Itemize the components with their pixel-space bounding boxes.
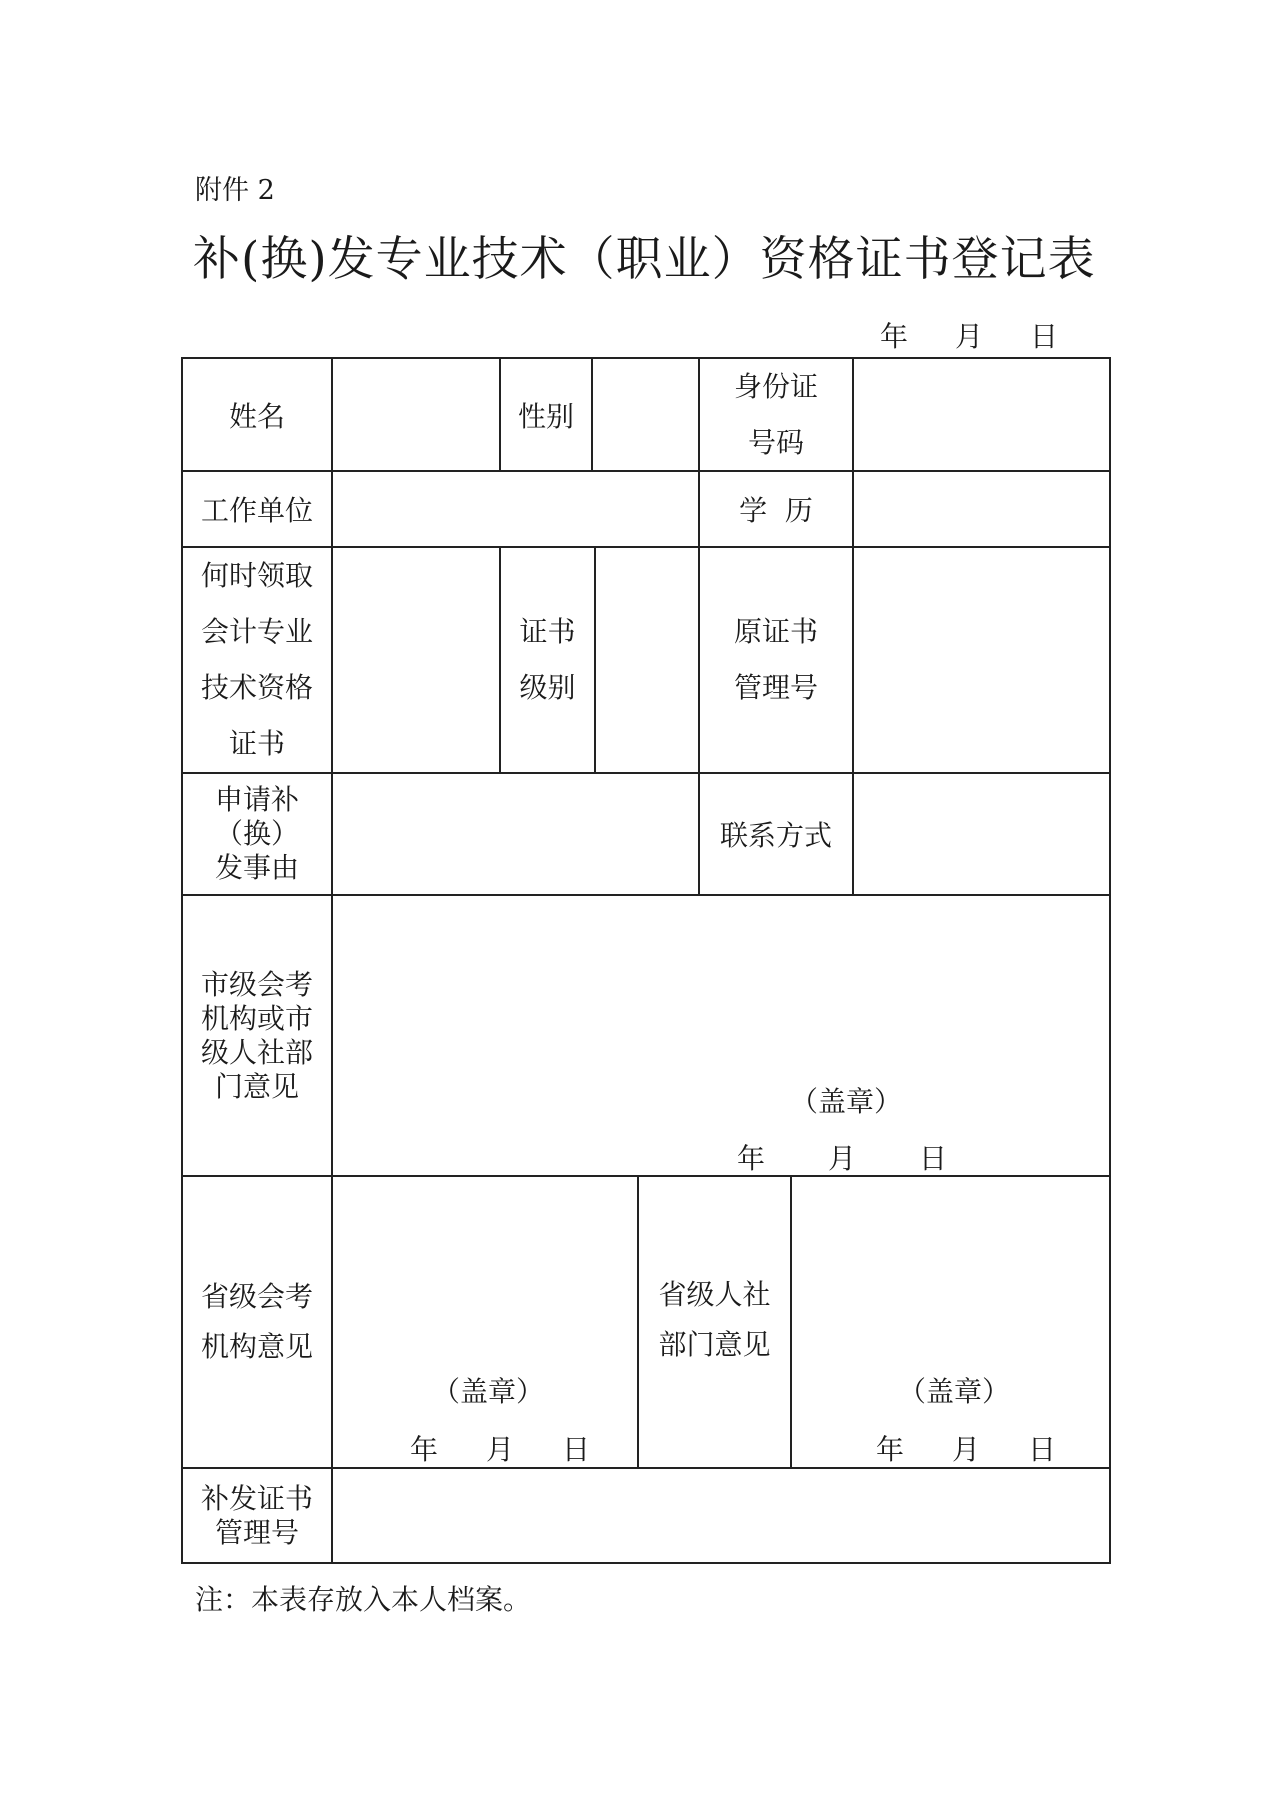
- id-number-label: 身份证 号码: [733, 369, 818, 459]
- province-exam-date-day: 日: [562, 1433, 591, 1466]
- contact-field[interactable]: [854, 774, 1109, 894]
- name-label: 姓名: [228, 399, 285, 433]
- province-exam-label: 省级会考 机构意见: [200, 1280, 313, 1363]
- gender-label: 性别: [517, 399, 574, 433]
- gender-field[interactable]: [593, 359, 698, 470]
- id-number-field[interactable]: [854, 359, 1109, 470]
- education-label: 学 历: [739, 494, 813, 527]
- province-exam-date-year: 年: [410, 1433, 439, 1466]
- reason-field[interactable]: [333, 774, 698, 894]
- city-date-month: 月: [828, 1142, 857, 1175]
- orig-cert-no-field[interactable]: [854, 548, 1109, 772]
- city-opinion-field[interactable]: [333, 896, 1109, 1175]
- orig-cert-no-label: 原证书 管理号: [733, 615, 818, 704]
- top-date-year: 年: [880, 320, 909, 353]
- province-exam-seal: （盖章）: [432, 1375, 545, 1408]
- city-date-year: 年: [737, 1142, 766, 1175]
- footer-note: 注：本表存放入本人档案。: [195, 1583, 532, 1616]
- cert-level-field[interactable]: [596, 548, 698, 772]
- attachment-label: 附件 2: [195, 175, 275, 206]
- when-received-label: 何时领取 会计专业 技术资格 证书: [200, 559, 313, 760]
- province-hr-date-month: 月: [952, 1433, 981, 1466]
- top-date-day: 日: [1030, 320, 1059, 353]
- work-unit-label: 工作单位: [200, 494, 313, 527]
- when-received-field[interactable]: [333, 548, 499, 772]
- province-exam-date-month: 月: [486, 1433, 515, 1466]
- province-hr-field[interactable]: [792, 1177, 1109, 1467]
- province-hr-label: 省级人社 部门意见: [658, 1278, 771, 1361]
- education-field[interactable]: [854, 472, 1109, 546]
- province-hr-date-day: 日: [1028, 1433, 1057, 1466]
- province-hr-date-year: 年: [876, 1433, 905, 1466]
- province-hr-seal: （盖章）: [898, 1375, 1011, 1408]
- work-unit-field[interactable]: [333, 472, 698, 546]
- reason-label: 申请补 （换） 发事由: [214, 783, 299, 884]
- reissue-no-label: 补发证书 管理号: [200, 1481, 313, 1549]
- city-date-day: 日: [919, 1142, 948, 1175]
- top-date-month: 月: [955, 320, 984, 353]
- reissue-no-field[interactable]: [333, 1469, 1109, 1562]
- province-exam-field[interactable]: [333, 1177, 637, 1467]
- contact-label: 联系方式: [719, 819, 832, 852]
- cert-level-label: 证书 级别: [519, 615, 576, 704]
- city-opinion-label: 市级会考 机构或市 级人社部 门意见: [200, 967, 313, 1103]
- page-title: 补(换)发专业技术（职业）资格证书登记表: [193, 232, 1096, 287]
- name-field[interactable]: [333, 359, 499, 470]
- city-seal: （盖章）: [790, 1085, 903, 1118]
